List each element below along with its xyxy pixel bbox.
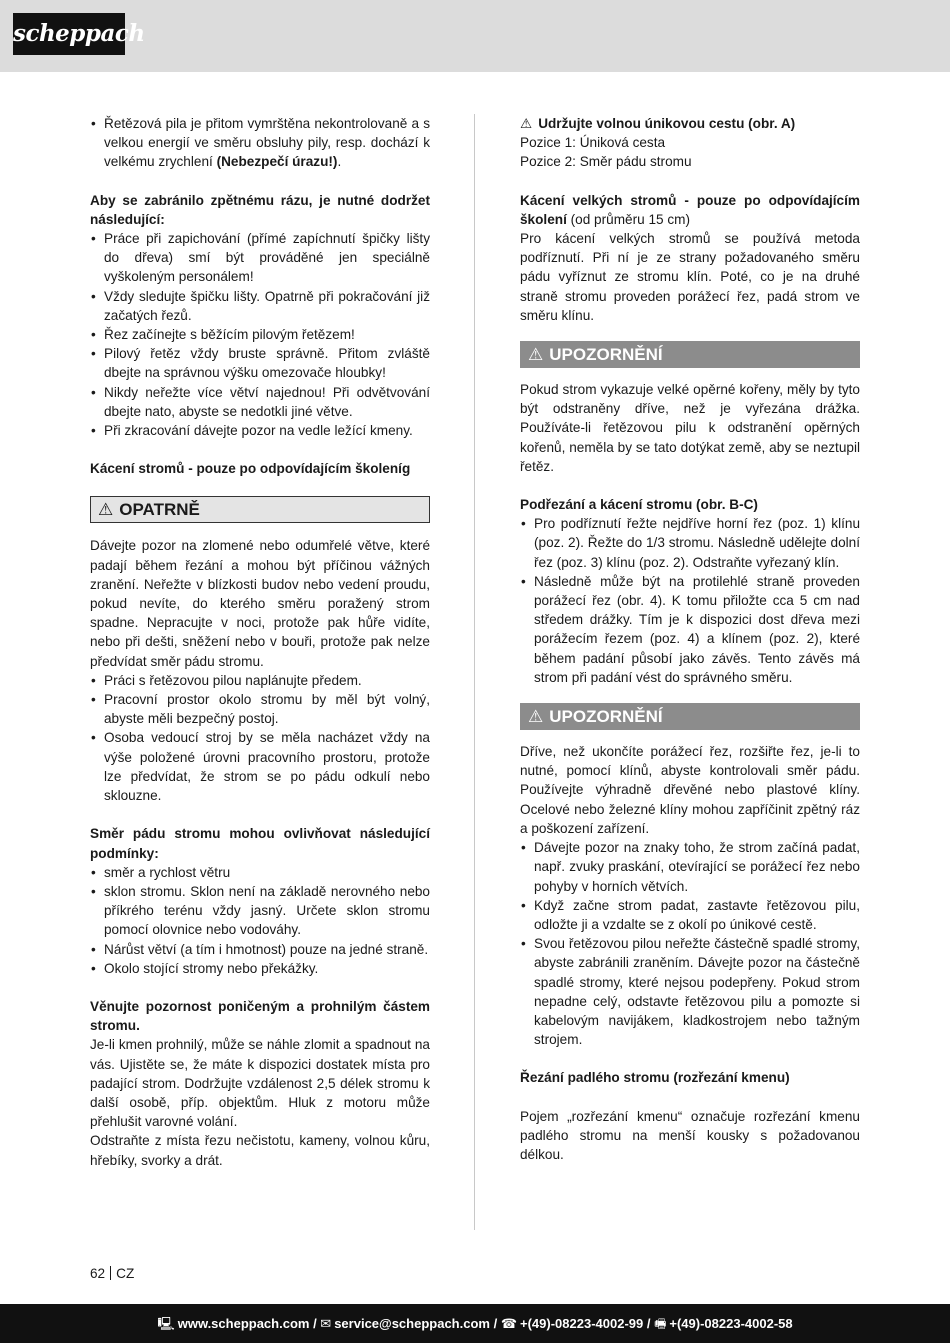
- page-number: 62 CZ: [90, 1266, 135, 1281]
- warning-triangle-icon: ⚠: [528, 345, 544, 365]
- large-trees-text: Pro kácení velkých stromů se používá metoda podříznutí. Při ní je ze strany požadovaného směru pádu vyříznut ze stromu klín. Poté, co je na druhé straně stromu proveden porážecí řez, padá strom ve směru klínu.: [520, 231, 860, 323]
- left-column: [90, 114, 430, 1170]
- list-item: • směr a rychlost větru: [90, 863, 430, 882]
- list-item: • Práci s řetězovou pilou naplánujte předem.: [90, 671, 430, 690]
- phone-icon: ☎: [500, 1316, 518, 1331]
- damaged-text-2: Odstraňte z místa řezu nečistotu, kameny, volnou kůru, hřebíky, svorky a drát.: [90, 1133, 430, 1168]
- warning-1-text: Pokud strom vykazuje velké opěrné kořeny, měly by tyto být odstraněny dříve, než je vyřezána drážka. Používáte-li řetězovou pilu k odstranění opěrných kořenů, neměla by se tato dotýkat země, aby se neztupil řetěz.: [520, 382, 860, 474]
- felling-heading: Kácení stromů - pouze po odpovídajícím školeníg: [90, 461, 411, 477]
- warning-2-list: [520, 838, 860, 1049]
- warning-triangle-icon: ⚠: [98, 500, 114, 520]
- list-item: • Práce při zapichování (přímé zapíchnutí špičky lišty do dřeva) smí být prováděné jen speciálně vyškoleným personálem!: [90, 229, 430, 287]
- warning-box-1: ⚠ UPOZORNĚNÍ: [520, 341, 860, 368]
- escape-heading: ⚠ Udržujte volnou únikovou cestu (obr. A): [520, 116, 796, 131]
- undercut-list: [520, 514, 860, 687]
- escape-line-1: Pozice 1: Úniková cesta: [520, 135, 666, 151]
- mail-icon: ✉: [320, 1316, 332, 1331]
- caution-box: ⚠ OPATRNĚ: [90, 496, 430, 523]
- warning-triangle-icon: ⚠: [520, 116, 533, 131]
- header-bar: [0, 0, 950, 72]
- undercut-heading: Podřezání a kácení stromu (obr. B-C): [520, 497, 758, 513]
- cutting-text: Pojem „rozřezání kmenu“ označuje rozřezání kmenu padlého stromu na menší kousky s požadovanou délkou.: [520, 1108, 860, 1162]
- list-item: • Vždy sledujte špičku lišty. Opatrně při pokračování již začatých řezů.: [90, 287, 430, 325]
- list-item: • Dávejte pozor na znaky toho, že strom začíná padat, např. zvuky praskání, otevírající se porážecí řez nebo pohyby v horních větvích.: [520, 838, 860, 896]
- footer-bar: 🖳 www.scheppach.com / ✉ service@scheppach.com / ☎ +(49)-08223-4002-99 / 🖷 +(49)-08223-4002-58: [0, 1304, 950, 1343]
- column-divider: [474, 114, 475, 1230]
- damaged-text: Je-li kmen prohnilý, může se náhle zlomit a spadnout na vás. Ujistěte se, že máte k dispozici dostatek místa pro padající strom. Dodržujte vzdálenost 2,5 délek stromu k další osobě, příp. objektům. Hluk z motoru může přehlušit varovné volání.: [90, 1037, 430, 1130]
- list-item: • sklon stromu. Sklon není na základě nerovného nebo příkrého terénu vždy jasný. Určete sklon stromu pomocí olovnice nebo vodováhy.: [90, 882, 430, 940]
- damaged-heading: Věnujte pozornost poničeným a prohnilým částem stromu.: [90, 998, 430, 1034]
- list-item: • Když začne strom padat, zastavte řetězovou pilu, odložte ji a vzdalte se z okolí po únikové cestě.: [520, 896, 860, 934]
- large-trees-heading: Kácení velkých stromů - pouze po odpovídajícím školení (od průměru 15 cm): [520, 192, 860, 227]
- kickback-list: [90, 229, 430, 440]
- list-item: • Pracovní prostor okolo stromu by měl být volný, abyste měli bezpečný postoj.: [90, 690, 430, 728]
- list-item: • Osoba vedoucí stroj by se měla nacházet vždy na výše položené úrovni pracovního prostoru, protože lze předvídat, že strom se po pádu odkulí nebo sklouzne.: [90, 728, 430, 805]
- warning-2-text: Dříve, než ukončíte porážecí řez, rozšiřte řez, je-li to nutné, pomocí klínů, abyste kontrolovali směr pádu. Používejte výhradně dřevěné nebo plastové klíny. Ocelové nebo železné klíny mohou zapříčinit zpětný ráz a poškození zařízení.: [520, 744, 860, 836]
- list-item: • Svou řetězovou pilou neřežte částečně spadlé stromy, abyste zabránili zraněním. Dávejte pozor na částečně spadlé stromy, které nejsou podepřeny. Pokud strom nepadne celý, odstavte řetězovou pilu a pomozte si kabelovým navijákem, kladkostrojem nebo tažným strojem.: [520, 934, 860, 1049]
- escape-line-2: Pozice 2: Směr pádu stromu: [520, 154, 692, 170]
- caution-text: Dávejte pozor na zlomené nebo odumřelé větve, které padají během řezání a mohou být příčinou vážných zranění. Neřežte v blízkosti budov nebo vedení proudu, pokud nevíte, do kterého směru poražený strom spadne. Nepracujte v noci, protože pak hůře vidíte, nebo při dešti, sněžení nebo v bouři, protože pak nelze předvídat směr pádu stromu.: [90, 538, 430, 669]
- cutting-heading: Řezání padlého stromu (rozřezání kmenu): [520, 1070, 790, 1086]
- list-item: • Pro podříznutí řežte nejdříve horní řez (poz. 1) klínu (poz. 2). Řežte do 1/3 stromu. Následně udělejte dolní řez (poz. 3) klínu (poz. 2). Odstraňte vyřezaný klín.: [520, 514, 860, 572]
- fax-icon: 🖷: [654, 1316, 667, 1331]
- list-item: • Řez začínejte s běžícím pilovým řetězem!: [90, 325, 430, 344]
- monitor-icon: 🖳: [157, 1316, 175, 1331]
- website-link[interactable]: www.scheppach.com: [177, 1316, 310, 1331]
- scheppach-logo: scheppach: [13, 13, 125, 55]
- email-link[interactable]: service@scheppach.com: [334, 1316, 490, 1331]
- warning-triangle-icon: ⚠: [528, 707, 544, 727]
- phone-number: +(49)-08223-4002-99: [520, 1316, 644, 1331]
- list-item: • Následně může být na protilehlé straně proveden porážecí řez (obr. 4). K tomu přiložte cca 5 cm nad středem drážky. Tím je k dispozici dost dřeva mezi porážecím řezem (poz. 4) a klínem (poz. 2), které během padání působí jako závěs. Tento závěs má strom při padání vést do správného směru.: [520, 572, 860, 687]
- fax-number: +(49)-08223-4002-58: [669, 1316, 793, 1331]
- warning-box-2: ⚠ UPOZORNĚNÍ: [520, 703, 860, 730]
- direction-heading: Směr pádu stromu mohou ovlivňovat následující podmínky:: [90, 826, 430, 861]
- right-column: [520, 114, 860, 1164]
- list-item: • Okolo stojící stromy nebo překážky.: [90, 959, 430, 978]
- list-item: • Nárůst větví (a tím i hmotnost) pouze na jedné straně.: [90, 940, 430, 959]
- list-item: • Nikdy neřežte více větví najednou! Při odvětvování dbejte nato, abyste se nedotkli jiné větve.: [90, 383, 430, 421]
- kickback-heading: Aby se zabránilo zpětnému rázu, je nutné dodržet následující:: [90, 192, 430, 227]
- direction-list: [90, 863, 430, 978]
- intro-list: [90, 114, 430, 172]
- caution-list: [90, 671, 430, 805]
- list-item: • Pilový řetěz vždy bruste správně. Přitom zvláště dbejte na správnou výšku omezovače hloubky!: [90, 344, 430, 382]
- list-item: • Při zkracování dávejte pozor na vedle ležící kmeny.: [90, 421, 430, 440]
- list-item: • Řetězová pila je přitom vymrštěna nekontrolovaně a s velkou energií ve směru obsluhy pily, resp. dochází k velkému zrychlení (Nebezpečí úrazu!).: [90, 114, 430, 172]
